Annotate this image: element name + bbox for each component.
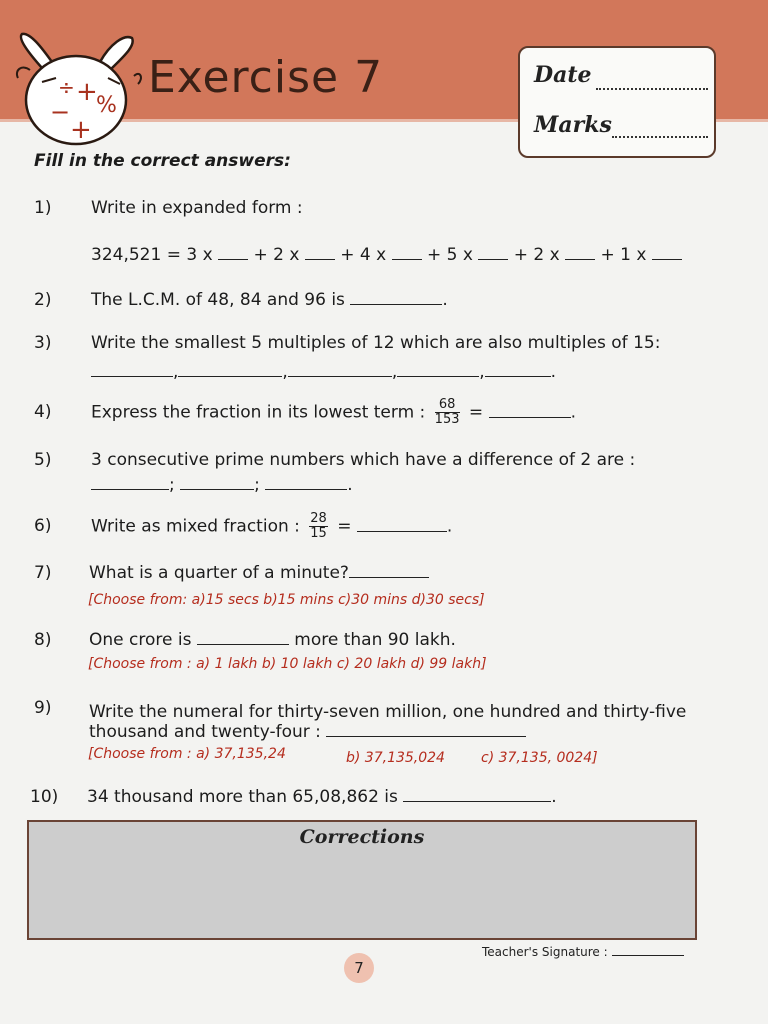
mascot-symbol: + xyxy=(70,115,92,145)
q3-answer-blank[interactable] xyxy=(178,362,282,377)
date-marks-box xyxy=(518,46,716,158)
q9-choices-a: [Choose from : a) 37,135,24 xyxy=(88,746,286,762)
date-field[interactable] xyxy=(596,88,708,90)
corrections-title: Corrections xyxy=(299,826,425,848)
question-9-line-2 xyxy=(89,722,526,742)
q3-answer-blank[interactable] xyxy=(288,362,392,377)
question-3-text: Write the smallest 5 multiples of 12 which are also multiples of 15: xyxy=(91,333,661,353)
q4-fraction xyxy=(435,398,460,427)
q1-answer-blank[interactable] xyxy=(565,245,595,260)
question-number: 5) xyxy=(34,450,52,470)
q1-answer-blank[interactable] xyxy=(652,245,682,260)
question-10: 34 thousand more than 65,08,862 is . xyxy=(87,787,557,807)
question-7 xyxy=(89,563,429,583)
q1-term: + 1 x xyxy=(600,245,647,265)
q10-answer-blank[interactable] xyxy=(403,787,551,802)
q1-lhs: 324,521 = xyxy=(91,245,187,265)
q7-choices: [Choose from: a)15 secs b)15 mins c)30 mins d)30 secs] xyxy=(88,592,485,608)
question-number: 8) xyxy=(34,630,52,650)
question-4: Express the fraction in its lowest term : $\frac{68}{153}$ = . xyxy=(91,397,576,427)
question-9-text: thousand and twenty-four : xyxy=(89,722,321,742)
question-5-text: 3 consecutive prime numbers which have a difference of 2 are : xyxy=(91,450,636,470)
q1-answer-blank[interactable] xyxy=(478,245,508,260)
exercise-title: Exercise 7 xyxy=(148,52,384,103)
q3-answer-blank[interactable] xyxy=(397,362,479,377)
question-number: 1) xyxy=(34,198,52,218)
question-7-text: What is a quarter of a minute? xyxy=(89,563,349,583)
q4-denominator: 153 xyxy=(434,412,460,427)
q3-answer-blank[interactable] xyxy=(485,362,551,377)
question-8-text-before: One crore is xyxy=(89,630,192,650)
teacher-signature-label: Teacher's Signature : xyxy=(482,945,608,959)
q1-term: + 2 x xyxy=(513,245,560,265)
question-number: 9) xyxy=(34,698,52,718)
question-9-line-1: Write the numeral for thirty-seven million, one hundred and thirty-five xyxy=(89,702,687,722)
q1-term: 3 x xyxy=(186,245,213,265)
mascot-symbol: % xyxy=(96,93,117,118)
question-8-text-after: more than 90 lakh. xyxy=(294,630,456,650)
q5-answer-blank[interactable] xyxy=(91,475,169,490)
q9-choices-c: c) 37,135, 0024] xyxy=(481,750,598,766)
q5-answer-blank[interactable] xyxy=(265,475,347,490)
q2-answer-blank[interactable] xyxy=(350,290,442,305)
q3-answer-blank[interactable] xyxy=(91,362,173,377)
math-symbols-bunny-icon xyxy=(12,30,144,148)
question-4-text: Express the fraction in its lowest term : xyxy=(91,402,426,423)
question-number: 10) xyxy=(30,787,59,807)
date-label: Date xyxy=(534,62,592,88)
question-3-blanks: , , , , . xyxy=(91,362,556,382)
q9-answer-blank[interactable] xyxy=(326,722,526,737)
q6-denominator: 15 xyxy=(310,526,327,541)
question-1-text: Write in expanded form : xyxy=(91,198,303,218)
q6-numerator: 28 xyxy=(310,511,327,526)
q1-answer-blank[interactable] xyxy=(305,245,335,260)
q4-numerator: 68 xyxy=(435,398,460,413)
marks-label: Marks xyxy=(534,112,612,138)
q6-answer-blank[interactable] xyxy=(357,517,447,532)
mascot-symbol: − xyxy=(50,98,71,126)
q1-term: + 2 x xyxy=(253,245,300,265)
question-10-text: 34 thousand more than 65,08,862 is xyxy=(87,787,398,807)
q4-answer-blank[interactable] xyxy=(489,403,571,418)
q1-term: + 4 x xyxy=(340,245,387,265)
question-2: The L.C.M. of 48, 84 and 96 is . xyxy=(91,290,448,310)
instructions: Fill in the correct answers: xyxy=(34,151,291,171)
q7-answer-blank[interactable] xyxy=(349,563,429,578)
question-number: 3) xyxy=(34,333,52,353)
q4-equals: = xyxy=(468,402,484,423)
q1-term: + 5 x xyxy=(426,245,473,265)
question-5-blanks: ; ; . xyxy=(91,475,353,495)
question-6: Write as mixed fraction : $\frac{28}{15}$ = . xyxy=(91,511,453,541)
q1-answer-blank[interactable] xyxy=(218,245,248,260)
q1-answer-blank[interactable] xyxy=(392,245,422,260)
q6-fraction xyxy=(309,512,328,541)
question-number: 2) xyxy=(34,290,52,310)
mascot-symbol: ÷ xyxy=(58,75,75,99)
marks-field[interactable] xyxy=(612,136,708,138)
question-1-expanded-form xyxy=(91,245,682,265)
q6-equals: = xyxy=(337,516,352,537)
question-8 xyxy=(89,630,456,650)
q8-answer-blank[interactable] xyxy=(197,630,289,645)
mascot-symbol: + xyxy=(76,77,98,107)
q8-choices: [Choose from : a) 1 lakh b) 10 lakh c) 20 lakh d) 99 lakh] xyxy=(88,656,487,672)
question-number: 6) xyxy=(34,516,52,536)
question-number: 4) xyxy=(34,402,52,422)
q9-choices-b: b) 37,135,024 xyxy=(346,750,445,766)
signature-line[interactable] xyxy=(612,945,684,956)
q5-answer-blank[interactable] xyxy=(180,475,254,490)
question-2-text: The L.C.M. of 48, 84 and 96 is xyxy=(91,290,345,310)
page-number-badge: 7 xyxy=(344,953,374,983)
teacher-signature xyxy=(482,945,684,959)
question-6-text: Write as mixed fraction : xyxy=(91,516,300,537)
corrections-box[interactable] xyxy=(27,820,697,940)
question-number: 7) xyxy=(34,563,52,583)
